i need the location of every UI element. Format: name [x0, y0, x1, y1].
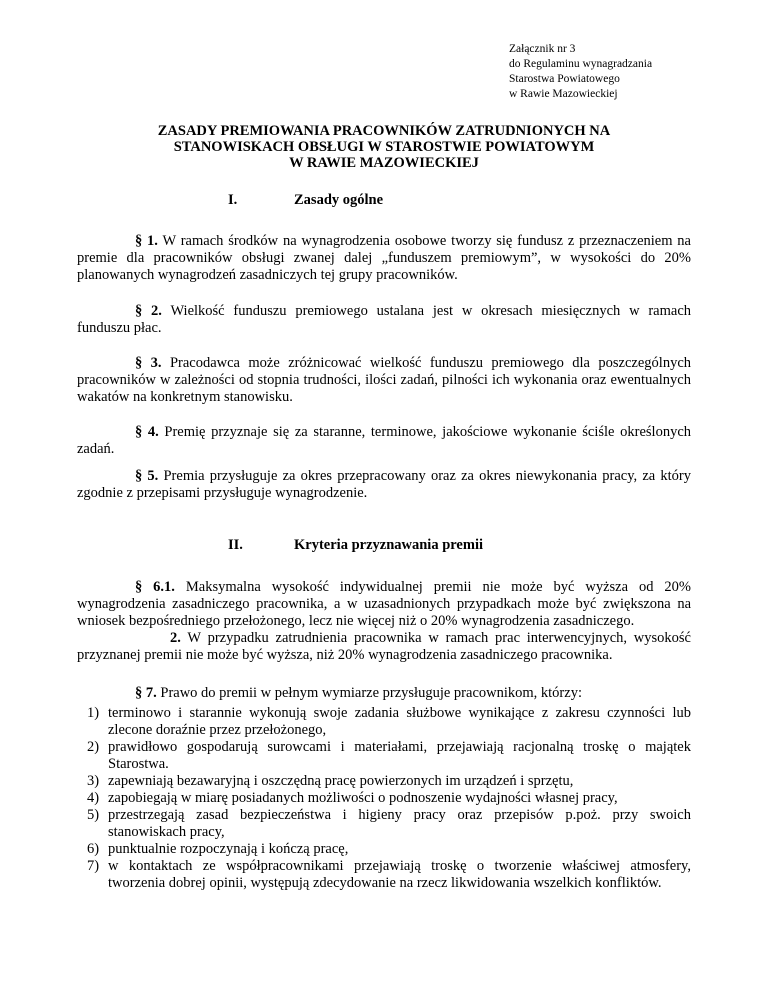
paragraph-text: Pracodawca może zróżnicować wielkość funduszu premiowego dla poszczególnych pracowników w zależności od stopnia trudności, ilości zadań, pilności ich wykonania oraz ewentualnych wakatów na konkretnym stanowisku. [77, 355, 692, 405]
list-item: 5) przestrzegają zasad bezpieczeństwa i higieny pracy oraz przepisów p.poż. przy swoich stanowiskach pracy, [87, 807, 691, 840]
section-number: I. [228, 192, 238, 208]
paragraph-text: W przypadku zatrudnienia pracownika w ramach prac interwencyjnych, wysokość przyznanej premii nie może być wyższa, niż 20% wynagrodzenia zasadniczego pracownika. [77, 630, 691, 663]
paragraph-3 [77, 355, 691, 406]
paragraph-4 [77, 424, 691, 458]
title-line: STANOWISKACH OBSŁUGI W STAROSTWIE POWIATOWYM [173, 139, 595, 155]
paragraph-text: Prawo do premii w pełnym wymiarze przysługuje pracownikom, którzy: [156, 685, 582, 701]
paragraph-2 [77, 303, 691, 337]
list-item: 1) terminowo i starannie wykonują swoje zadania służbowe wynikające z zakresu czynności lub zlecone doraźnie przez przełożonego, [87, 705, 691, 738]
criteria-list [77, 705, 691, 892]
paragraph-mark: § 2. [135, 303, 162, 319]
paragraph-mark: § 7. [135, 685, 157, 701]
list-item: 3) zapewniają bezawaryjną i oszczędną pracę powierzonych im urządzeń i sprzętu, [87, 773, 574, 789]
attachment-line: Starostwa Powiatowego [509, 73, 620, 85]
paragraph-mark: 2. [170, 630, 181, 646]
title-line: ZASADY PREMIOWANIA PRACOWNIKÓW ZATRUDNIONYCH NA [157, 123, 611, 139]
section-title: Kryteria przyznawania premii [294, 537, 484, 553]
paragraph-text: Wielkość funduszu premiowego ustalana jest w okresach miesięcznych w ramach funduszu płac. [77, 303, 692, 336]
list-item: 2) prawidłowo gospodarują surowcami i materiałami, przejawiają racjonalną troskę o majątek Starostwa. [87, 739, 691, 772]
list-item: 7) w kontaktach ze współpracownikami przejawiają troskę o tworzenie właściwej atmosfery, tworzenia dobrej opinii, występują zdecydowanie na rzecz likwidowania wszelkich konfliktów. [87, 858, 691, 891]
title-line: W RAWIE MAZOWIECKIEJ [289, 155, 479, 171]
paragraph-7 [77, 685, 691, 702]
paragraph-5 [77, 468, 691, 502]
section-heading-2 [228, 537, 483, 554]
document-title [80, 123, 688, 171]
paragraph-6 [77, 579, 691, 664]
paragraph-text: W ramach środków na wynagrodzenia osobowe tworzy się fundusz z przeznaczeniem na premie dla pracowników obsługi zwanej dalej „funduszem premiowym”, w wysokości do 20% planowanych wynagrodzeń zasadniczych tej grupy pracowników. [77, 233, 691, 283]
paragraph-text: Premię przyznaje się za staranne, terminowe, jakościowe wykonanie ściśle określonych zadań. [77, 424, 692, 457]
attachment-line: w Rawie Mazowieckiej [509, 88, 618, 100]
section-number: II. [228, 537, 243, 553]
attachment-line: Załącznik nr 3 [509, 43, 576, 55]
paragraph-mark: § 4. [135, 424, 159, 440]
paragraph-text: Premia przysługuje za okres przepracowany oraz za okres niewykonania pracy, za który zgodnie z przepisami przysługuje wynagrodzenie. [77, 468, 691, 501]
section-heading-1 [228, 192, 383, 209]
paragraph-mark: § 6.1. [135, 579, 175, 595]
section-title: Zasady ogólne [294, 192, 384, 208]
paragraph-1 [77, 233, 691, 284]
paragraph-text: Maksymalna wysokość indywidualnej premii nie może być wyższa od 20% wynagrodzenia zasadniczego pracownika, a w uzasadnionych przypadkach może być zwiększona na wniosek bezpośredniego przełożonego, lecz nie więcej niż o 20% wynagrodzenia zasadniczego. [77, 579, 691, 629]
attachment-note [509, 42, 652, 102]
paragraph-mark: § 5. [135, 468, 159, 484]
paragraph-mark: § 1. [135, 233, 158, 249]
list-item: 6) punktualnie rozpoczynają i kończą pracę, [87, 841, 349, 857]
list-item: 4) zapobiegają w miarę posiadanych możliwości o podnoszenie wydajności własnej pracy, [87, 790, 618, 806]
paragraph-mark: § 3. [135, 355, 162, 371]
attachment-line: do Regulaminu wynagradzania [509, 58, 653, 70]
